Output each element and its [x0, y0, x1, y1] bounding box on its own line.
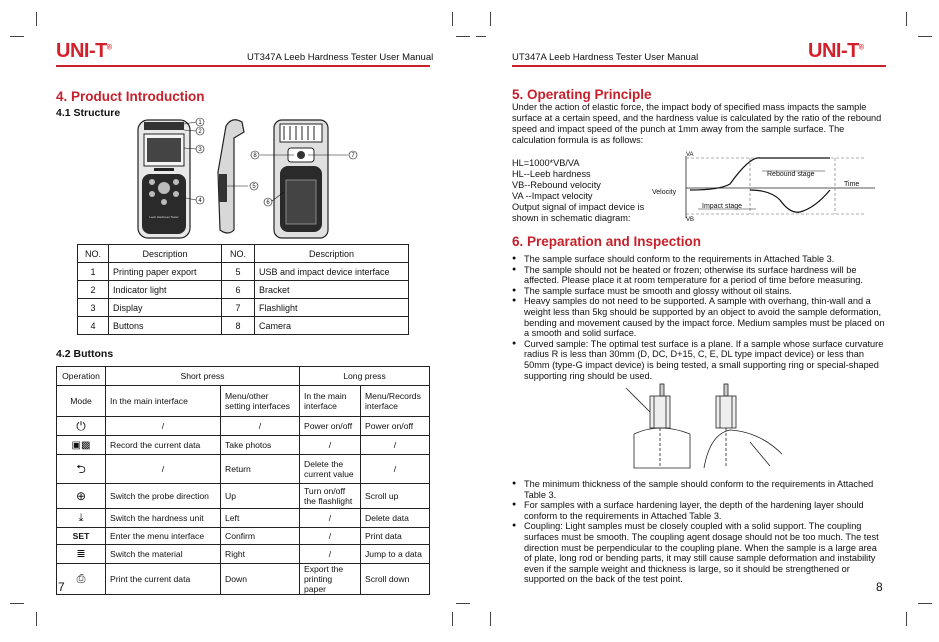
svg-text:Velocity: Velocity: [652, 189, 677, 196]
table-row: ≣ Switch the material Right / Jump to a data: [57, 545, 430, 564]
svg-text:VB: VB: [686, 217, 695, 222]
svg-text:5: 5: [252, 184, 256, 190]
table-row: ⊕ Switch the probe direction Up Turn on/off the flashlight Scroll up: [57, 484, 430, 509]
table-row: ⤓ Switch the hardness unit Left / Delete data: [57, 509, 430, 528]
section-title: 4. Product Introduction: [56, 89, 205, 104]
table-row: SET Enter the menu interface Confirm / Print data: [57, 528, 430, 545]
svg-text:Leeb Hardness Tester: Leeb Hardness Tester: [149, 215, 179, 219]
curved-sample-diagram: [620, 382, 790, 472]
formula-block: HL=1000*VB/VA HL--Leeb hardness VB--Rebound velocity VA --Impact velocity Output signal of impact device is shown in schematic diagram:: [512, 158, 645, 223]
section-title: 5. Operating Principle: [512, 87, 652, 102]
svg-text:Rebound stage: Rebound stage: [767, 171, 815, 178]
table-header: Long press: [300, 367, 430, 386]
table-row: ⏻ / / Power on/off Power on/off: [57, 417, 430, 436]
table-row: 3 Display 7 Flashlight: [78, 299, 409, 317]
device-structure-diagram: [108, 112, 378, 242]
intro-paragraph: Under the action of elastic force, the impact body of specified mass impacts the sample surface at a certain speed, and the hardness value is calculated by the ratio of the rebound speed and impact speed of the punch at 1mm away from the sample surface. The calculation formula is as follows:: [512, 102, 882, 145]
svg-text:3: 3: [198, 147, 202, 153]
callout-markers: [184, 118, 357, 206]
camera-save-icon: ▣▩: [71, 439, 91, 451]
svg-text:Impact stage: Impact stage: [702, 203, 743, 210]
print-icon: ⎙: [76, 573, 86, 585]
table-header: NO.: [78, 245, 109, 263]
table-row: 4 Buttons 8 Camera: [78, 317, 409, 335]
svg-text:Time: Time: [844, 181, 860, 188]
svg-text:2: 2: [198, 129, 202, 135]
list-item: ● Heavy samples do not need to be supported. A sample with overhang, thin-wall and a weight less than 5kg should be supported by an object to avoid the sample deformation, bending and movement caused by the impact force. Medium samples must be placed on a smooth and solid surface.: [512, 296, 886, 338]
crop-mark: [906, 612, 907, 626]
list-item: ● The sample should not be heated or frozen; otherwise its surface hardness will be affected. Please place it at room temperature for a period of time before measuring.: [512, 265, 886, 286]
crop-mark: [490, 612, 491, 626]
table-header: Description: [109, 245, 222, 263]
crop-mark: [918, 36, 932, 37]
bullet-list: [512, 254, 886, 381]
list-item: ● The sample surface should conform to the requirements in Attached Table 3.: [512, 254, 886, 265]
page-number: 7: [58, 580, 65, 594]
table-row: Mode In the main interface Menu/other setting interfaces In the main interface Menu/Records interface: [57, 386, 430, 417]
crop-mark: [36, 12, 37, 26]
probe-direction-icon: ⊕: [75, 488, 87, 503]
table-header: Description: [255, 245, 409, 263]
crop-mark: [452, 612, 453, 626]
list-item: ● Coupling: Light samples must be closely coupled with a solid support. The coupling surfaces must be smooth. The coupling agent dosage should not be too much. The test direction must be perpendicular to the coupling plane. When the sample is a large area of plate, long rod or bending parts, it may still cause sample deformation and instability even if the sample weight and thickness is large, so it should be strengthened or supported on the back of the test point.: [512, 521, 886, 585]
crop-mark: [490, 12, 491, 26]
device-back-view: [274, 120, 328, 238]
brand-logo: UNI-T®: [808, 40, 864, 62]
crop-mark: [918, 603, 932, 604]
subsection-title: 4.2 Buttons: [56, 348, 114, 360]
power-icon: ⏻: [76, 418, 86, 433]
crop-mark: [452, 12, 453, 26]
page-header: UT347A Leeb Hardness Tester User Manual: [247, 52, 434, 63]
material-icon: ≣: [76, 548, 86, 560]
table-header: Short press: [106, 367, 300, 386]
hardness-unit-icon: ⤓: [78, 512, 84, 524]
svg-text:8: 8: [253, 153, 257, 159]
list-item: ● The minimum thickness of the sample should conform to the requirements in Attached Table 3.: [512, 479, 886, 500]
structure-table: [77, 244, 409, 335]
table-header: Operation: [57, 367, 106, 386]
table-row: 1 Printing paper export 5 USB and impact device interface: [78, 263, 409, 281]
table-row: ⮌ / Return Delete the current value /: [57, 455, 430, 484]
svg-text:6: 6: [266, 200, 270, 206]
list-item: ● The sample surface must be smooth and glossy without oil stains.: [512, 286, 886, 297]
subsection-title: 4.1 Structure: [56, 107, 121, 119]
table-header: NO.: [222, 245, 255, 263]
table-row: 2 Indicator light 6 Bracket: [78, 281, 409, 299]
bullet-list: [512, 479, 886, 585]
device-side-view: [218, 120, 244, 233]
svg-text:7: 7: [351, 153, 355, 159]
crop-mark: [36, 612, 37, 626]
table-row: ⎙ Print the current data Down Export the printing paper Scroll down: [57, 564, 430, 595]
crop-mark: [476, 36, 486, 37]
header-rule: [512, 65, 886, 67]
buttons-table: [56, 366, 430, 595]
crop-mark: [456, 603, 470, 604]
section-title: 6. Preparation and Inspection: [512, 234, 702, 249]
svg-text:1: 1: [198, 120, 202, 126]
table-row: ▣▩ Record the current data Take photos / /: [57, 436, 430, 455]
device-front-view: [138, 120, 190, 238]
crop-mark: [10, 36, 24, 37]
header-rule: [56, 65, 430, 67]
svg-text:4: 4: [198, 198, 202, 204]
crop-mark: [10, 603, 24, 604]
crop-mark: [456, 36, 470, 37]
brand-logo: UNI-T®: [56, 40, 112, 62]
velocity-signal-graph: [650, 150, 880, 222]
page-number: 8: [876, 580, 883, 594]
list-item: ● For samples with a surface hardening layer, the depth of the hardening layer should conform to the requirements in Attached Table 3.: [512, 500, 886, 521]
svg-text:VA: VA: [686, 152, 694, 158]
crop-mark: [906, 12, 907, 26]
list-item: ● Curved sample: The optimal test surface is a plane. If a sample whose surface curvature radius R is less than 30mm (D, DC, D+15, C, E, DL type impact device) or less than 50mm (type-G impact device) is being tested, a small supporting ring or special-shaped supporting ring should be used.: [512, 339, 886, 381]
return-icon: ⮌: [76, 461, 86, 476]
page-header: UT347A Leeb Hardness Tester User Manual: [512, 52, 699, 63]
